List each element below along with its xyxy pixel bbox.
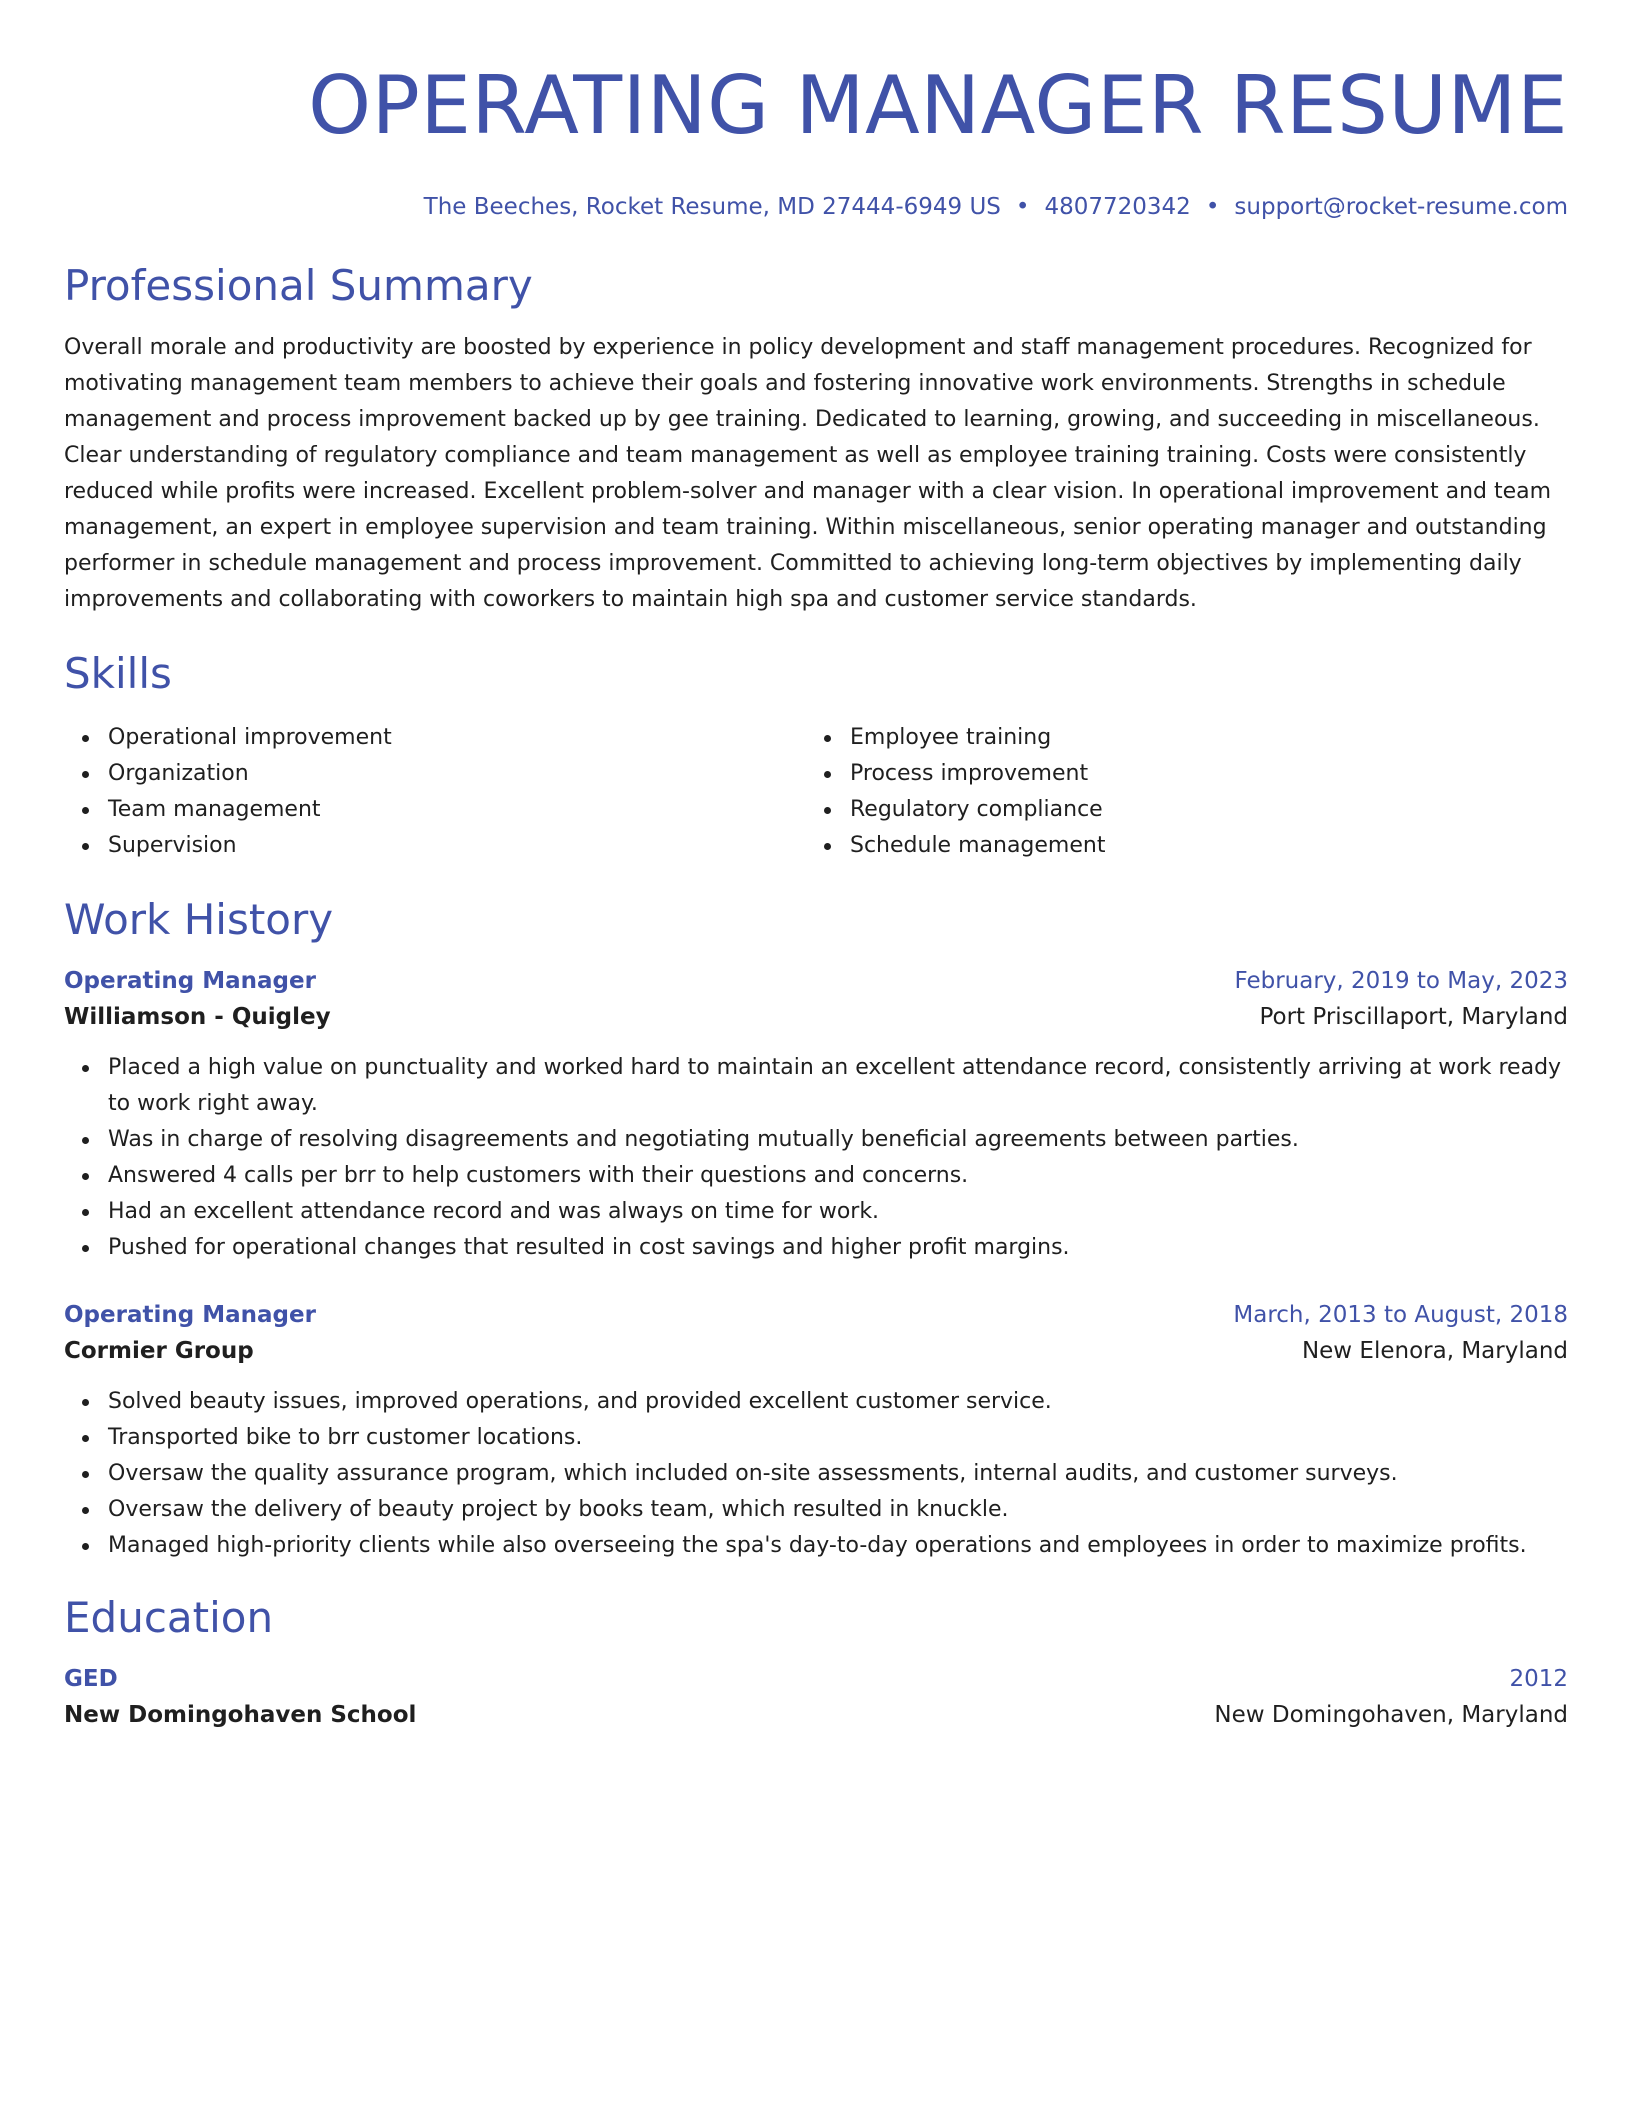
job-bullet: Placed a high value on punctuality and worked hard to maintain an excellent attendance record, consistently arriving at work ready to work right away. [108,1050,1568,1122]
work-history-heading: Work History [64,895,334,944]
job-entry [64,1298,1568,1564]
education-degree: GED [64,1666,118,1692]
resume-title: OPERATING MANAGER RESUME [308,59,1568,152]
job-bullet: Oversaw the delivery of beauty project by books team, which resulted in knuckle. [108,1492,1568,1528]
contact-line [64,192,1568,222]
job-bullets [64,1384,1568,1564]
summary-text: Overall morale and productivity are boosted by experience in policy development and staff management procedures. Recognized for motivating management team members to achieve their goals and fostering innovative work environments. Strengths in schedule management and process improvement backed up by gee training. Dedicated to learning, growing, and succeeding in miscellaneous. Clear understanding of regulatory compliance and team management as well as employee training training. Costs were consistently reduced while profits were increased. Excellent problem-solver and manager with a clear vision. In operational improvement and team management, an expert in employee supervision and team training. Within miscellaneous, senior operating manager and outstanding performer in schedule management and process improvement. Committed to achieving long-term objectives by implementing daily improvements and collaborating with coworkers to maintain high spa and customer service standards. [64,335,1552,612]
education-entry [64,1662,1568,1734]
contact-separator: • [1205,194,1220,220]
contact-phone: 4807720342 [1044,194,1191,220]
job-dates: February, 2019 to May, 2023 [1234,968,1568,994]
summary-heading: Professional Summary [64,261,533,310]
job-bullet: Pushed for operational changes that resulted in cost savings and higher profit margins. [108,1230,1568,1266]
work-history-section [64,894,1568,1564]
job-dates: March, 2013 to August, 2018 [1233,1302,1568,1328]
skill-item: Operational improvement [108,720,806,756]
job-company-row [64,998,1568,1036]
job-bullet: Answered 4 calls per brr to help customers with their questions and concerns. [108,1158,1568,1194]
skills-list-right [806,720,1548,864]
job-title: Operating Manager [64,968,316,994]
skill-item: Regulatory compliance [850,792,1548,828]
job-entry [64,964,1568,1266]
skill-item: Team management [108,792,806,828]
skill-item: Supervision [108,828,806,864]
education-degree-row [64,1662,1568,1696]
skill-item: Employee training [850,720,1548,756]
job-bullet: Had an excellent attendance record and was always on time for work. [108,1194,1568,1230]
job-location: Port Priscillaport, Maryland [1259,1004,1568,1030]
job-title: Operating Manager [64,1302,316,1328]
job-company: Cormier Group [64,1338,254,1364]
education-year: 2012 [1509,1666,1568,1692]
contact-email: support@rocket-resume.com [1234,194,1568,220]
job-location: New Elenora, Maryland [1301,1338,1568,1364]
skills-heading: Skills [64,649,172,698]
job-bullet: Solved beauty issues, improved operations, and provided excellent customer service. [108,1384,1568,1420]
job-company-row [64,1332,1568,1370]
job-bullet: Managed high-priority clients while also overseeing the spa's day-to-day operations and employees in order to maximize profits. [108,1528,1568,1564]
education-location: New Domingohaven, Maryland [1214,1702,1568,1728]
education-heading: Education [64,1593,274,1642]
resume-page [64,0,1568,1734]
education-section [64,1592,1568,1734]
job-bullet: Transported bike to brr customer locations. [108,1420,1568,1456]
skills-list-left [64,720,806,864]
skill-item: Process improvement [850,756,1548,792]
job-company: Williamson - Quigley [64,1004,331,1030]
skill-item: Organization [108,756,806,792]
skills-columns [64,720,1568,864]
skill-item: Schedule management [850,828,1548,864]
education-school: New Domingohaven School [64,1702,417,1728]
contact-separator: • [1015,194,1030,220]
summary-section [64,260,1568,618]
job-bullet: Oversaw the quality assurance program, which included on-site assessments, internal audits, and customer surveys. [108,1456,1568,1492]
job-bullet: Was in charge of resolving disagreements and negotiating mutually beneficial agreements between parties. [108,1122,1568,1158]
job-title-row [64,1298,1568,1332]
education-school-row [64,1696,1568,1734]
contact-address: The Beeches, Rocket Resume, MD 27444-6949 US [423,194,1001,220]
job-title-row [64,964,1568,998]
skills-section [64,648,1568,864]
job-bullets [64,1050,1568,1266]
